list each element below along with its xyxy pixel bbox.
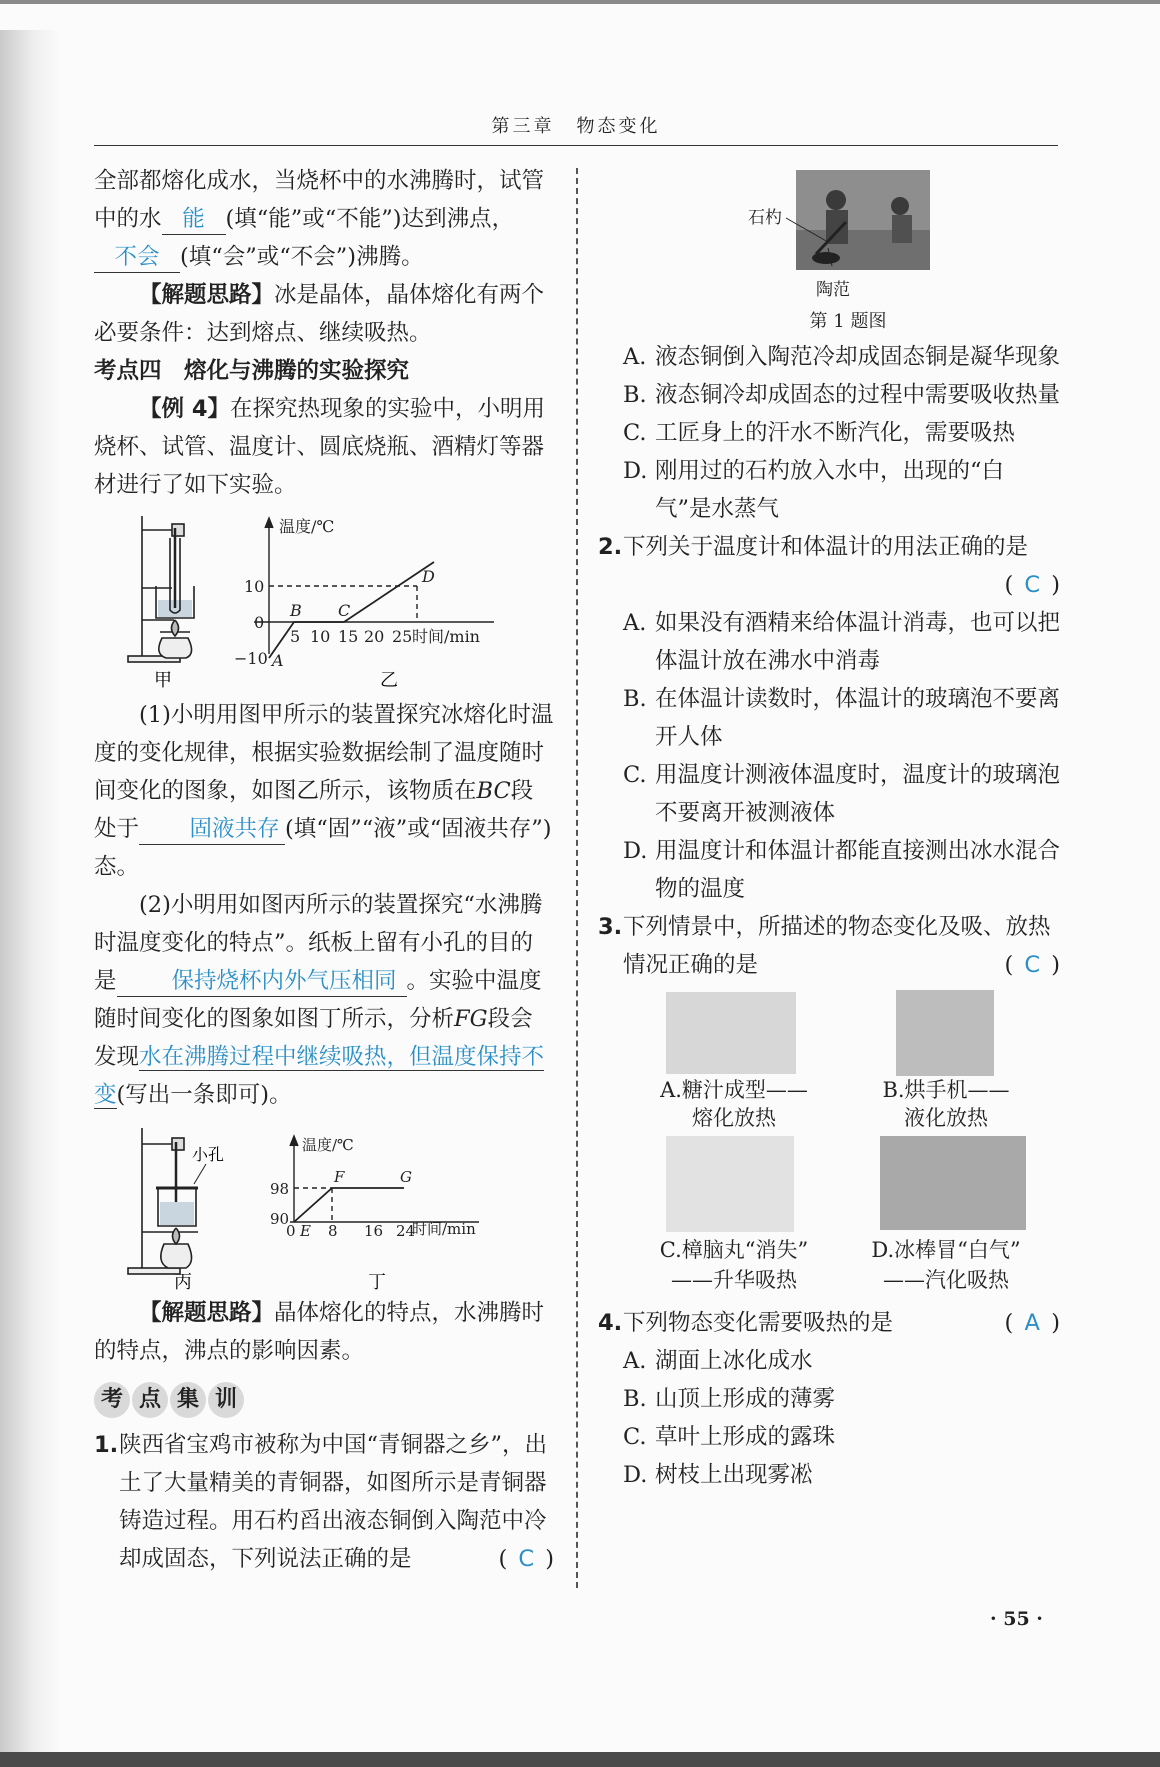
question-3-answer: C	[1024, 952, 1041, 978]
apparatus-jia	[128, 516, 194, 662]
question-1-text: 陕西省宝鸡市被称为中国“青铜器之乡”，出土了大量精美的青铜器，如图所示是青铜器铸造过程。用石杓舀出液态铜倒入陶范中冷却成固态，下列说法正确的是	[119, 1432, 548, 1572]
label-ding: 丁	[368, 1272, 386, 1292]
q2-option-c: C. 用温度计测液体温度时，温度计的玻璃泡不要离开被测液体	[623, 762, 1061, 826]
question-2	[598, 528, 1060, 604]
question-2-answer: C	[1024, 572, 1041, 598]
graph-yi-xlabel: 时间/min	[412, 627, 480, 646]
q4-option-a: A. 湖面上冰化成水	[623, 1348, 813, 1374]
q4-option-c: C. 草叶上形成的露珠	[623, 1424, 836, 1450]
q2-option-d: D. 用温度计和体温计都能直接测出冰水混合物的温度	[623, 838, 1061, 902]
q4-option-b: B. 山顶上形成的薄雾	[623, 1386, 836, 1412]
question-1-answer-paren: ( C )	[498, 1540, 554, 1578]
chapter-title: 物态变化	[576, 116, 661, 137]
cont-line-1: 全部都熔化成水，当烧杯中的水沸腾时，试管	[94, 168, 545, 194]
ytick-neg10: −10	[234, 649, 268, 668]
graph-ding-xlabel: 时间/min	[412, 1220, 476, 1238]
xtick-25: 25	[392, 627, 413, 646]
figure-bing-ding	[94, 1122, 554, 1292]
point-b: B	[290, 601, 302, 620]
right-column	[598, 162, 1060, 1494]
ytick-98: 98	[270, 1180, 290, 1198]
answer-neng: 能	[162, 204, 226, 235]
answer-boil: 水在沸腾过程中继续吸热，但温度保持不变	[94, 1044, 545, 1108]
label-bing: 丙	[174, 1272, 192, 1292]
answer-pressure: 保持烧杯内外气压相同	[117, 966, 407, 997]
q2-option-b: B. 在体温计读数时，体温计的玻璃泡不要离开人体	[623, 686, 1061, 750]
image-b-caption-2: 液化放热	[904, 1106, 988, 1130]
graph-yi-ylabel: 温度/℃	[279, 517, 335, 536]
xtick-16: 16	[364, 1222, 384, 1240]
question-1-part: (1)小明用图甲所示的装置探究冰熔化时温度的变化规律，根据实验数据绘制了温度随时间变化的图象，如图乙所示，该物质在BC段处于 固液共存 (填“固”“液”或“固液共存”)态。	[94, 702, 554, 880]
q4-option-d: D. 树枝上出现雾凇	[623, 1462, 813, 1488]
xtick-8: 8	[328, 1222, 338, 1240]
answer-state: 固液共存	[139, 814, 285, 845]
image-b-hand-dryer	[896, 990, 994, 1076]
question-3-answer-paren: ( C )	[1004, 946, 1060, 984]
xtick-5: 5	[290, 627, 301, 646]
question-2-number: 2.	[598, 534, 623, 560]
badge-char-1: 考	[94, 1382, 130, 1418]
tip-2: 【解题思路】晶体熔化的特点，水沸腾时的特点，沸点的影响因素。	[94, 1300, 545, 1364]
question-4-answer: A	[1024, 1310, 1040, 1336]
question-3-text: 下列情景中，所描述的物态变化及吸、放热情况正确的是	[623, 914, 1051, 978]
header-rule	[94, 145, 1058, 146]
badge-char-2: 点	[132, 1382, 168, 1418]
image-b-caption-1: B.烘手机——	[882, 1078, 1010, 1102]
question-2-part: (2)小明用如图丙所示的装置探究“水沸腾时温度变化的特点”。纸板上留有小孔的目的是 保持烧杯内外气压相同 。实验中温度随时间变化的图象如图丁所示，分析FG段会发现水在沸腾过程中继续吸热，但温度保持不变(写出一条即可)。	[94, 892, 545, 1108]
apparatus-bing-graph-ding	[94, 1122, 554, 1292]
point-a: A	[272, 651, 284, 670]
image-a-sugar	[666, 992, 796, 1074]
column-divider	[576, 168, 578, 1588]
xtick-15: 15	[338, 627, 359, 646]
question-1-answer: C	[518, 1546, 535, 1572]
q1-option-d: D. 刚用过的石杓放入水中，出现的“白气”是水蒸气	[623, 458, 1005, 522]
image-a-caption-1: A.糖汁成型——	[660, 1078, 808, 1102]
image-d-caption-2: ——汽化吸热	[883, 1268, 1009, 1292]
badge-char-4: 训	[208, 1382, 244, 1418]
page-number: · 55 ·	[990, 1608, 1043, 1630]
graph-ding-ylabel: 温度/℃	[302, 1136, 354, 1154]
point-f: F	[334, 1168, 345, 1186]
chapter-number: 第三章	[491, 116, 555, 137]
label-xiaokong: 小孔	[192, 1145, 225, 1164]
badge-char-3: 集	[170, 1382, 206, 1418]
graph-yi-labels	[234, 517, 480, 670]
figure-1-caption: 第 1 题图	[809, 311, 887, 332]
q2-option-a: A. 如果没有酒精来给体温计消毒，也可以把体温计放在沸水中消毒	[623, 610, 1061, 674]
xtick-24: 24	[396, 1222, 416, 1240]
figure-jia-yi	[94, 508, 554, 690]
question-2-text: 下列关于温度计和体温计的用法正确的是	[623, 534, 1029, 560]
ytick-0: 0	[254, 613, 265, 632]
ytick-90: 90	[270, 1210, 290, 1228]
figure-1	[598, 162, 1060, 338]
label-jia: 甲	[154, 670, 172, 690]
cont-line-2: 中的水 能 (填“能”或“不能”)达到沸点，	[94, 200, 554, 238]
q1-option-b: B. 液态铜冷却成固态的过程中需要吸收热量	[623, 382, 1061, 408]
left-column	[94, 162, 554, 1578]
answer-buhui: 不会	[94, 242, 180, 273]
image-d-caption-1: D.冰棒冒“白气”	[871, 1238, 1021, 1262]
question-2-answer-paren: ( C )	[623, 566, 1060, 604]
example-4: 【例 4】在探究热现象的实验中，小明用烧杯、试管、温度计、圆底烧瓶、酒精灯等器材进行了如下实验。	[94, 396, 546, 498]
xtick-20: 20	[364, 627, 385, 646]
question-3-images	[598, 984, 1060, 1304]
question-4-text: 下列物态变化需要吸热的是	[623, 1310, 894, 1336]
xtick-0: 0	[286, 1222, 296, 1240]
section-heading-4: 考点四 熔化与沸腾的实验探究	[94, 358, 410, 384]
question-4-number: 4.	[598, 1310, 623, 1336]
tip-1: 【解题思路】冰是晶体，晶体熔化有两个必要条件：达到熔点、继续吸热。	[94, 282, 545, 346]
question-1	[94, 1426, 554, 1578]
image-c-mothballs	[666, 1136, 794, 1232]
image-d-popsicles	[880, 1136, 1026, 1230]
image-c-caption-2: ——升华吸热	[671, 1268, 797, 1292]
point-d: D	[422, 567, 435, 586]
xtick-10: 10	[310, 627, 331, 646]
point-e: E	[300, 1222, 311, 1240]
apparatus-jia-graph-yi	[94, 508, 554, 690]
point-g: G	[400, 1168, 412, 1186]
question-1-number: 1.	[94, 1432, 119, 1458]
q1-option-a: A. 液态铜倒入陶范冷却成固态铜是凝华现象	[623, 344, 1061, 370]
question-3	[598, 908, 1060, 984]
running-header	[94, 112, 1058, 138]
label-shishao: 石杓	[748, 208, 782, 228]
label-taofan: 陶范	[816, 280, 850, 300]
q1-option-c: C. 工匠身上的汗水不断汽化，需要吸热	[623, 420, 1016, 446]
page-binding-shadow	[0, 30, 60, 1752]
question-4	[598, 1304, 1060, 1342]
practice-badge	[94, 1380, 554, 1420]
label-yi: 乙	[380, 670, 398, 690]
question-4-answer-paren: ( A )	[1004, 1304, 1060, 1342]
image-a-caption-2: 熔化放热	[692, 1106, 776, 1130]
top-edge	[0, 0, 1160, 4]
question-3-number: 3.	[598, 914, 623, 940]
point-c: C	[338, 601, 351, 620]
image-c-caption-1: C.樟脑丸“消失”	[659, 1238, 809, 1262]
ytick-10: 10	[244, 577, 265, 596]
bottom-edge	[0, 1752, 1160, 1767]
cont-line-3: 不会 (填“会”或“不会”)沸腾。	[94, 238, 554, 276]
